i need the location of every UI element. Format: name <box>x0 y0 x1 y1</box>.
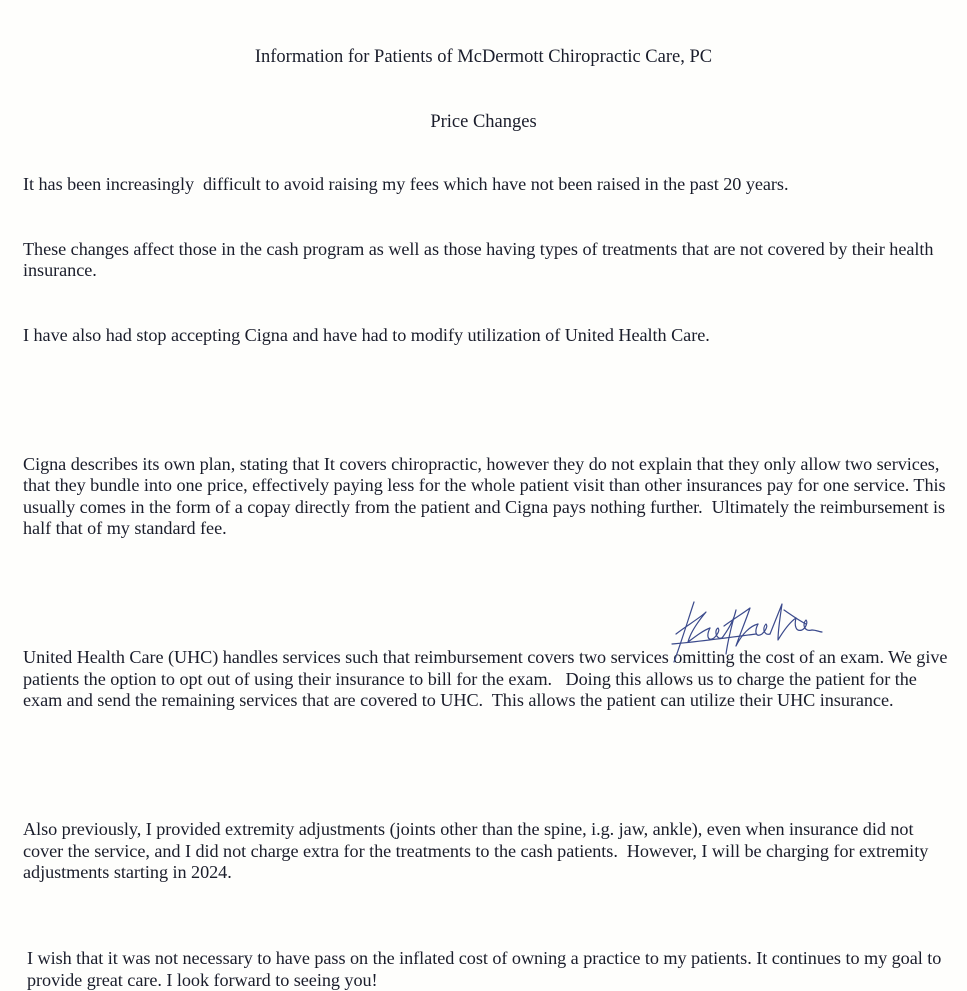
paragraph-cigna <box>23 411 953 583</box>
closing-line: It continues to my goal to provide great care. I look forward to seeing you! <box>27 948 942 990</box>
paragraph-line: Also previously, I provided extremity adjustments (joints other than the spine, i.g. jaw, ankle), even when insurance did not cover the service, and I did not charge extra for the treatments to the cash patients. However, I will be charging for extremity adjustments starting in 2024. <box>23 819 933 882</box>
signature-image <box>666 590 826 670</box>
paragraph-line: These changes affect those in the cash program as well as those having types of treatments that are not covered by their health insurance. <box>23 238 938 280</box>
paragraph-line: United Health Care (UHC) handles services such that reimbursement covers two services omitting the cost of an exam. We give patients the option to opt out of using their insurance to bill for the exam. Doing this allows us to charge the patient for the exam and send the remaining services that are covered to UHC. This allows the patient can utilize their UHC insurance. <box>23 647 952 710</box>
section-heading: Price Changes <box>430 112 537 132</box>
paragraph-price-changes <box>23 131 953 389</box>
document-title: Information for Patients of McDermott Chiropractic Care, PC <box>254 47 713 67</box>
closing-line: I wish that it was not necessary to have pass on the inflated cost of owning a practice to my patients. <box>27 948 752 968</box>
paragraph-line: It has been increasingly difficult to avoid raising my fees which have not been raised in the past 20 years. <box>23 174 789 194</box>
paragraph-line: Cigna describes its own plan, stating that It covers chiropractic, however they do not explain that they only allow two services, that they bundle into one price, effectively paying less for the whole patient visit than other insurances pay for one service. This usually comes in the form of a copay directly from the patient and Cigna pays nothing further. Ultimately the reimbursement is half that of my standard fee. <box>23 453 951 538</box>
letter-body <box>23 131 953 991</box>
paragraph-extremity-adjustments <box>23 776 953 927</box>
closing-remarks <box>23 948 953 991</box>
paragraph-line: I have also had stop accepting Cigna and have had to modify utilization of United Health Care. <box>23 324 710 345</box>
